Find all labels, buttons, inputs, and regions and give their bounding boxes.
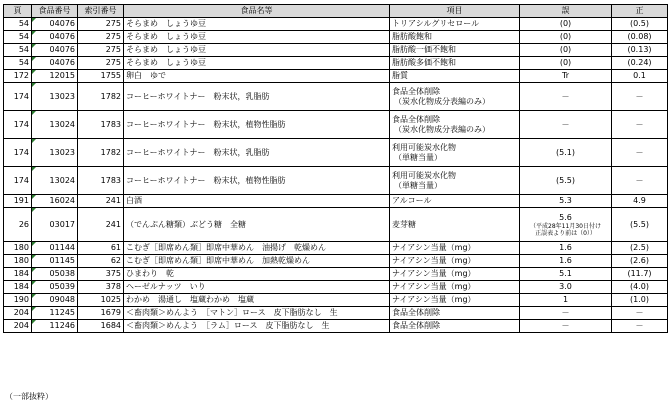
cell-food-no: 04076 [32,44,78,57]
cell-wrong-line: 5.3 [559,196,572,205]
cell-food-name: コーヒーホワイトナー 粉末状，植物性脂肪 [124,111,390,139]
cell-item-line: 利用可能炭水化物 [392,142,456,152]
cell-index-no: 275 [78,18,124,31]
cell-item [390,44,520,57]
cell-page: 54 [4,57,32,70]
cell-item [390,111,520,139]
table-row [4,18,668,31]
footnote: （一部抜粋） [5,392,53,401]
table-row [4,294,668,307]
table-row [4,139,668,167]
cell-food-no: 12015 [32,70,78,83]
cell-page: 204 [4,307,32,320]
col-header-page: 頁 [4,5,32,18]
cell-right: (0.08) [612,31,668,44]
cell-food-name: こむぎ［即席めん類］即席中華めん 油揚げ 乾燥めん [124,242,390,255]
cell-wrong-line: 5.6 [559,212,572,222]
cell-item-line: ナイアシン当量（mg） [392,256,476,265]
cell-index-no: 1025 [78,294,124,307]
cell-wrong-line: (0) [559,19,572,28]
cell-index-no: 1755 [78,70,124,83]
cell-wrong-line: － [561,308,570,317]
cell-food-name: ひまわり 乾 [124,268,390,281]
cell-food-name: ＜畜肉類＞めんよう ［マトン］ロース 皮下脂肪なし 生 [124,307,390,320]
cell-food-name: そらまめ しょうゆ豆 [124,18,390,31]
cell-index-no: 1684 [78,320,124,333]
table-row [4,307,668,320]
cell-wrong [520,111,612,139]
cell-wrong [520,18,612,31]
cell-page: 190 [4,294,32,307]
cell-item [390,57,520,70]
cell-page: 174 [4,83,32,111]
cell-right: (0.5) [612,18,668,31]
cell-item-line: 脂肪酸一価不飽和 [392,45,456,54]
cell-food-no: 13024 [32,167,78,195]
table-row [4,31,668,44]
errata-table [3,4,668,333]
cell-page: 204 [4,320,32,333]
cell-right: 4.9 [612,195,668,208]
cell-food-name: コーヒーホワイトナー 粉末状，植物性脂肪 [124,167,390,195]
cell-wrong-line: 1.6 [559,243,572,252]
table-row [4,167,668,195]
cell-food-no: 11246 [32,320,78,333]
cell-item-line: 利用可能炭水化物 [392,170,456,180]
cell-item-line: 食品全体削除 [392,114,440,124]
cell-item-line: 脂質 [392,71,408,80]
cell-food-name: そらまめ しょうゆ豆 [124,44,390,57]
table-row [4,111,668,139]
cell-wrong-line: (5.5) [556,175,575,185]
cell-page: 191 [4,195,32,208]
cell-wrong [520,44,612,57]
cell-right: (4.0) [612,281,668,294]
cell-food-no: 16024 [32,195,78,208]
cell-food-no: 03017 [32,208,78,242]
cell-item-line: 麦芽糖 [392,219,416,229]
cell-index-no: 1783 [78,167,124,195]
cell-item-line: 脂肪酸多価不飽和 [392,58,456,67]
cell-page: 54 [4,18,32,31]
cell-item-line: 食品全体削除 [392,86,440,96]
cell-item [390,167,520,195]
cell-wrong [520,70,612,83]
cell-food-name: 白酒 [124,195,390,208]
cell-item-line: 脂肪酸飽和 [392,32,432,41]
cell-index-no: 375 [78,268,124,281]
cell-wrong [520,281,612,294]
table-row [4,70,668,83]
cell-food-no: 04076 [32,57,78,70]
cell-page: 26 [4,208,32,242]
cell-food-no: 05039 [32,281,78,294]
cell-index-no: 1679 [78,307,124,320]
cell-right: (5.5) [612,208,668,242]
table-row [4,44,668,57]
cell-index-no: 378 [78,281,124,294]
table-row [4,83,668,111]
cell-page: 184 [4,281,32,294]
cell-item-line: （単糖当量） [394,152,442,162]
cell-food-no: 04076 [32,18,78,31]
cell-item-line: アルコール [392,196,432,205]
cell-page: 54 [4,44,32,57]
cell-wrong-line: (0) [559,32,572,41]
table-row [4,281,668,294]
cell-page: 174 [4,139,32,167]
cell-right: (2.6) [612,255,668,268]
cell-wrong-line: Tr [562,71,569,80]
cell-page: 174 [4,111,32,139]
cell-item [390,255,520,268]
table-row [4,320,668,333]
cell-item [390,320,520,333]
cell-wrong-line: － [561,119,570,129]
table-row [4,255,668,268]
cell-food-no: 05038 [32,268,78,281]
cell-wrong [520,294,612,307]
cell-item [390,139,520,167]
cell-food-no: 13023 [32,139,78,167]
cell-page: 184 [4,268,32,281]
cell-index-no: 241 [78,195,124,208]
cell-food-no: 13024 [32,111,78,139]
cell-right: 0.1 [612,70,668,83]
cell-wrong-line: （平成28年11月30日付け [530,222,601,230]
cell-right: － [612,167,668,195]
cell-right: － [612,111,668,139]
cell-item [390,242,520,255]
cell-wrong-line: 1 [562,295,569,304]
cell-wrong-line: － [561,91,570,101]
cell-food-name: こむぎ［即席めん類］即席中華めん 加熱乾燥めん [124,255,390,268]
table-row [4,242,668,255]
cell-right: (0.24) [612,57,668,70]
cell-index-no: 1782 [78,139,124,167]
cell-food-name: わかめ 湯通し 塩蔵わかめ 塩蔵 [124,294,390,307]
cell-item [390,195,520,208]
table-body [4,18,668,333]
cell-item [390,307,520,320]
cell-right: (2.5) [612,242,668,255]
cell-index-no: 61 [78,242,124,255]
cell-item-line: ナイアシン当量（mg） [392,295,476,304]
cell-wrong-line: 3.0 [559,282,572,291]
table-row [4,268,668,281]
cell-right: － [612,307,668,320]
cell-item [390,294,520,307]
cell-item-line: （単糖当量） [394,180,442,190]
cell-wrong [520,167,612,195]
cell-right: － [612,320,668,333]
cell-food-name: コーヒーホワイトナー 粉末状，乳脂肪 [124,83,390,111]
cell-food-no: 01145 [32,255,78,268]
cell-item-line: ナイアシン当量（mg） [392,282,476,291]
col-header-wrong: 誤 [520,5,612,18]
cell-right: (11.7) [612,268,668,281]
cell-page: 180 [4,255,32,268]
cell-wrong-line: (0) [559,58,572,67]
cell-wrong [520,242,612,255]
cell-food-name: 卵白 ゆで [124,70,390,83]
cell-page: 174 [4,167,32,195]
cell-food-name: ＜畜肉類＞めんよう ［ラム］ロース 皮下脂肪なし 生 [124,320,390,333]
cell-wrong-line: － [561,321,570,330]
header-row [4,5,668,18]
cell-item-line: 食品全体削除 [392,308,440,317]
cell-food-name: そらまめ しょうゆ豆 [124,57,390,70]
cell-wrong [520,83,612,111]
cell-wrong [520,57,612,70]
cell-right: － [612,139,668,167]
cell-wrong-line: 5.1 [559,269,572,278]
table-row [4,57,668,70]
cell-food-no: 09048 [32,294,78,307]
cell-food-no: 13023 [32,83,78,111]
cell-index-no: 62 [78,255,124,268]
cell-index-no: 275 [78,57,124,70]
cell-food-no: 01144 [32,242,78,255]
table-row [4,208,668,242]
cell-wrong-line: 正誤表より前は（0）） [535,229,596,237]
cell-food-name: （でんぷん糖類）ぶどう糖 全糖 [124,208,390,242]
cell-food-no: 11245 [32,307,78,320]
cell-right: (1.0) [612,294,668,307]
cell-item [390,18,520,31]
col-header-index-no: 索引番号 [78,5,124,18]
cell-wrong [520,195,612,208]
cell-food-name: コーヒーホワイトナー 粉末状，乳脂肪 [124,139,390,167]
cell-index-no: 1783 [78,111,124,139]
cell-food-no: 04076 [32,31,78,44]
cell-item-line: （炭水化物成分表編のみ） [394,124,490,134]
cell-food-name: ヘーゼルナッツ いり [124,281,390,294]
cell-index-no: 241 [78,208,124,242]
cell-index-no: 275 [78,44,124,57]
cell-wrong [520,208,612,242]
cell-wrong [520,320,612,333]
cell-wrong [520,268,612,281]
cell-page: 54 [4,31,32,44]
cell-item [390,281,520,294]
cell-page: 180 [4,242,32,255]
cell-right: － [612,83,668,111]
cell-wrong [520,139,612,167]
cell-wrong-line: 1.6 [559,256,572,265]
cell-wrong [520,255,612,268]
cell-wrong [520,307,612,320]
cell-index-no: 1782 [78,83,124,111]
cell-item [390,70,520,83]
cell-item-line: ナイアシン当量（mg） [392,243,476,252]
cell-item-line: トリアシルグリセロール [392,19,480,28]
col-header-right: 正 [612,5,668,18]
cell-right: (0.13) [612,44,668,57]
col-header-food-no: 食品番号 [32,5,78,18]
col-header-item: 項目 [390,5,520,18]
cell-wrong-line: (0) [559,45,572,54]
table-row [4,195,668,208]
cell-item-line: 食品全体削除 [392,321,440,330]
cell-wrong [520,31,612,44]
cell-index-no: 275 [78,31,124,44]
cell-item-line: （炭水化物成分表編のみ） [394,96,490,106]
cell-item [390,31,520,44]
cell-item [390,268,520,281]
cell-food-name: そらまめ しょうゆ豆 [124,31,390,44]
col-header-food-name: 食品名等 [124,5,390,18]
cell-item [390,208,520,242]
cell-item-line: ナイアシン当量（mg） [392,269,476,278]
cell-page: 172 [4,70,32,83]
cell-wrong-line: (5.1) [556,147,575,157]
cell-item [390,83,520,111]
